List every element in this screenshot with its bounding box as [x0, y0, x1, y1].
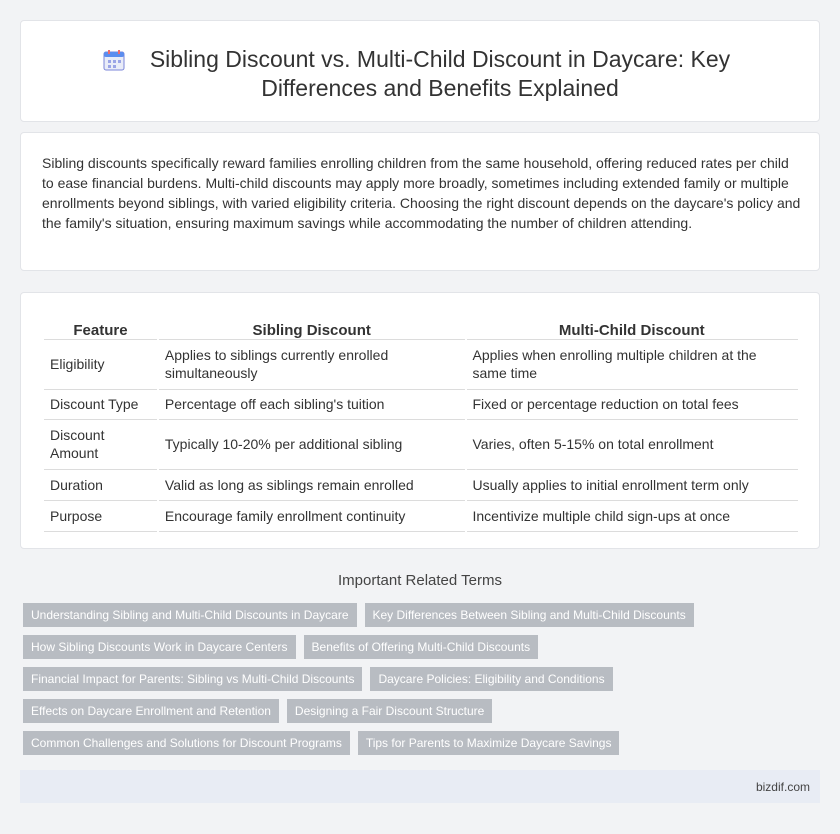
- tag-row: [23, 699, 723, 723]
- table-cell: Incentivize multiple child sign-ups at once: [466, 500, 799, 531]
- comparison-table: [42, 311, 798, 532]
- table-row: [43, 419, 798, 469]
- intro-paragraph: Sibling discounts specifically reward families enrolling children from the same household, offering reduced rates per child to ease financial burdens. Multi-child discounts may apply more broadly, sometimes including extended family or multiple enrollments beyond siblings, with varied eligibility criteria. Choosing the right discount depends on the daycare's policy and the family's situation, ensuring maximum savings while accommodating the number of children attending.: [42, 155, 801, 231]
- related-terms-list: [23, 603, 723, 763]
- page-title: Sibling Discount vs. Multi-Child Discount in Daycare: Key Differences and Benefits Explained: [149, 46, 731, 101]
- tag-row: [23, 635, 723, 659]
- related-term-link[interactable]: Common Challenges and Solutions for Discount Programs: [23, 731, 350, 755]
- tag-row: [23, 731, 723, 755]
- table-cell: Applies to siblings currently enrolled simultaneously: [158, 339, 466, 389]
- table-cell: Fixed or percentage reduction on total fees: [466, 389, 799, 419]
- table-cell: Duration: [43, 469, 158, 500]
- table-cell: Usually applies to initial enrollment term only: [466, 469, 799, 500]
- tag-row: [23, 603, 723, 627]
- table-row: [43, 339, 798, 389]
- calendar-icon: [103, 49, 125, 71]
- related-term-link[interactable]: Daycare Policies: Eligibility and Conditions: [370, 667, 612, 691]
- table-cell: Varies, often 5-15% on total enrollment: [466, 419, 799, 469]
- related-term-link[interactable]: Effects on Daycare Enrollment and Retention: [23, 699, 279, 723]
- related-term-link[interactable]: Tips for Parents to Maximize Daycare Savings: [358, 731, 620, 755]
- footer: [20, 770, 820, 803]
- table-cell: Encourage family enrollment continuity: [158, 500, 466, 531]
- table-cell: Purpose: [43, 500, 158, 531]
- related-term-link[interactable]: Key Differences Between Sibling and Multi-Child Discounts: [365, 603, 694, 627]
- table-header-row: [43, 311, 798, 339]
- table-row: [43, 389, 798, 419]
- table-cell: Discount Amount: [43, 419, 158, 469]
- table-cell: Eligibility: [43, 339, 158, 389]
- tag-row: [23, 667, 723, 691]
- related-term-link[interactable]: Understanding Sibling and Multi-Child Discounts in Daycare: [23, 603, 357, 627]
- related-term-link[interactable]: Financial Impact for Parents: Sibling vs Multi-Child Discounts: [23, 667, 362, 691]
- related-term-link[interactable]: How Sibling Discounts Work in Daycare Centers: [23, 635, 296, 659]
- table-cell: Applies when enrolling multiple children at the same time: [466, 339, 799, 389]
- comparison-card: [20, 292, 820, 549]
- related-terms-heading: Important Related Terms: [338, 572, 502, 589]
- table-cell: Discount Type: [43, 389, 158, 419]
- header-multi-child-discount: Multi-Child Discount: [466, 311, 799, 339]
- header-feature: Feature: [43, 311, 158, 339]
- related-term-link[interactable]: Designing a Fair Discount Structure: [287, 699, 492, 723]
- table-cell: Valid as long as siblings remain enrolled: [158, 469, 466, 500]
- footer-site-name[interactable]: bizdif.com: [755, 780, 810, 794]
- header-sibling-discount: Sibling Discount: [158, 311, 466, 339]
- table-row: [43, 500, 798, 531]
- table-cell: Percentage off each sibling's tuition: [158, 389, 466, 419]
- related-term-link[interactable]: Benefits of Offering Multi-Child Discounts: [304, 635, 539, 659]
- title-card: [20, 20, 820, 122]
- title-wrap: [21, 45, 819, 103]
- table-row: [43, 469, 798, 500]
- table-cell: Typically 10-20% per additional sibling: [158, 419, 466, 469]
- intro-card: [20, 132, 820, 271]
